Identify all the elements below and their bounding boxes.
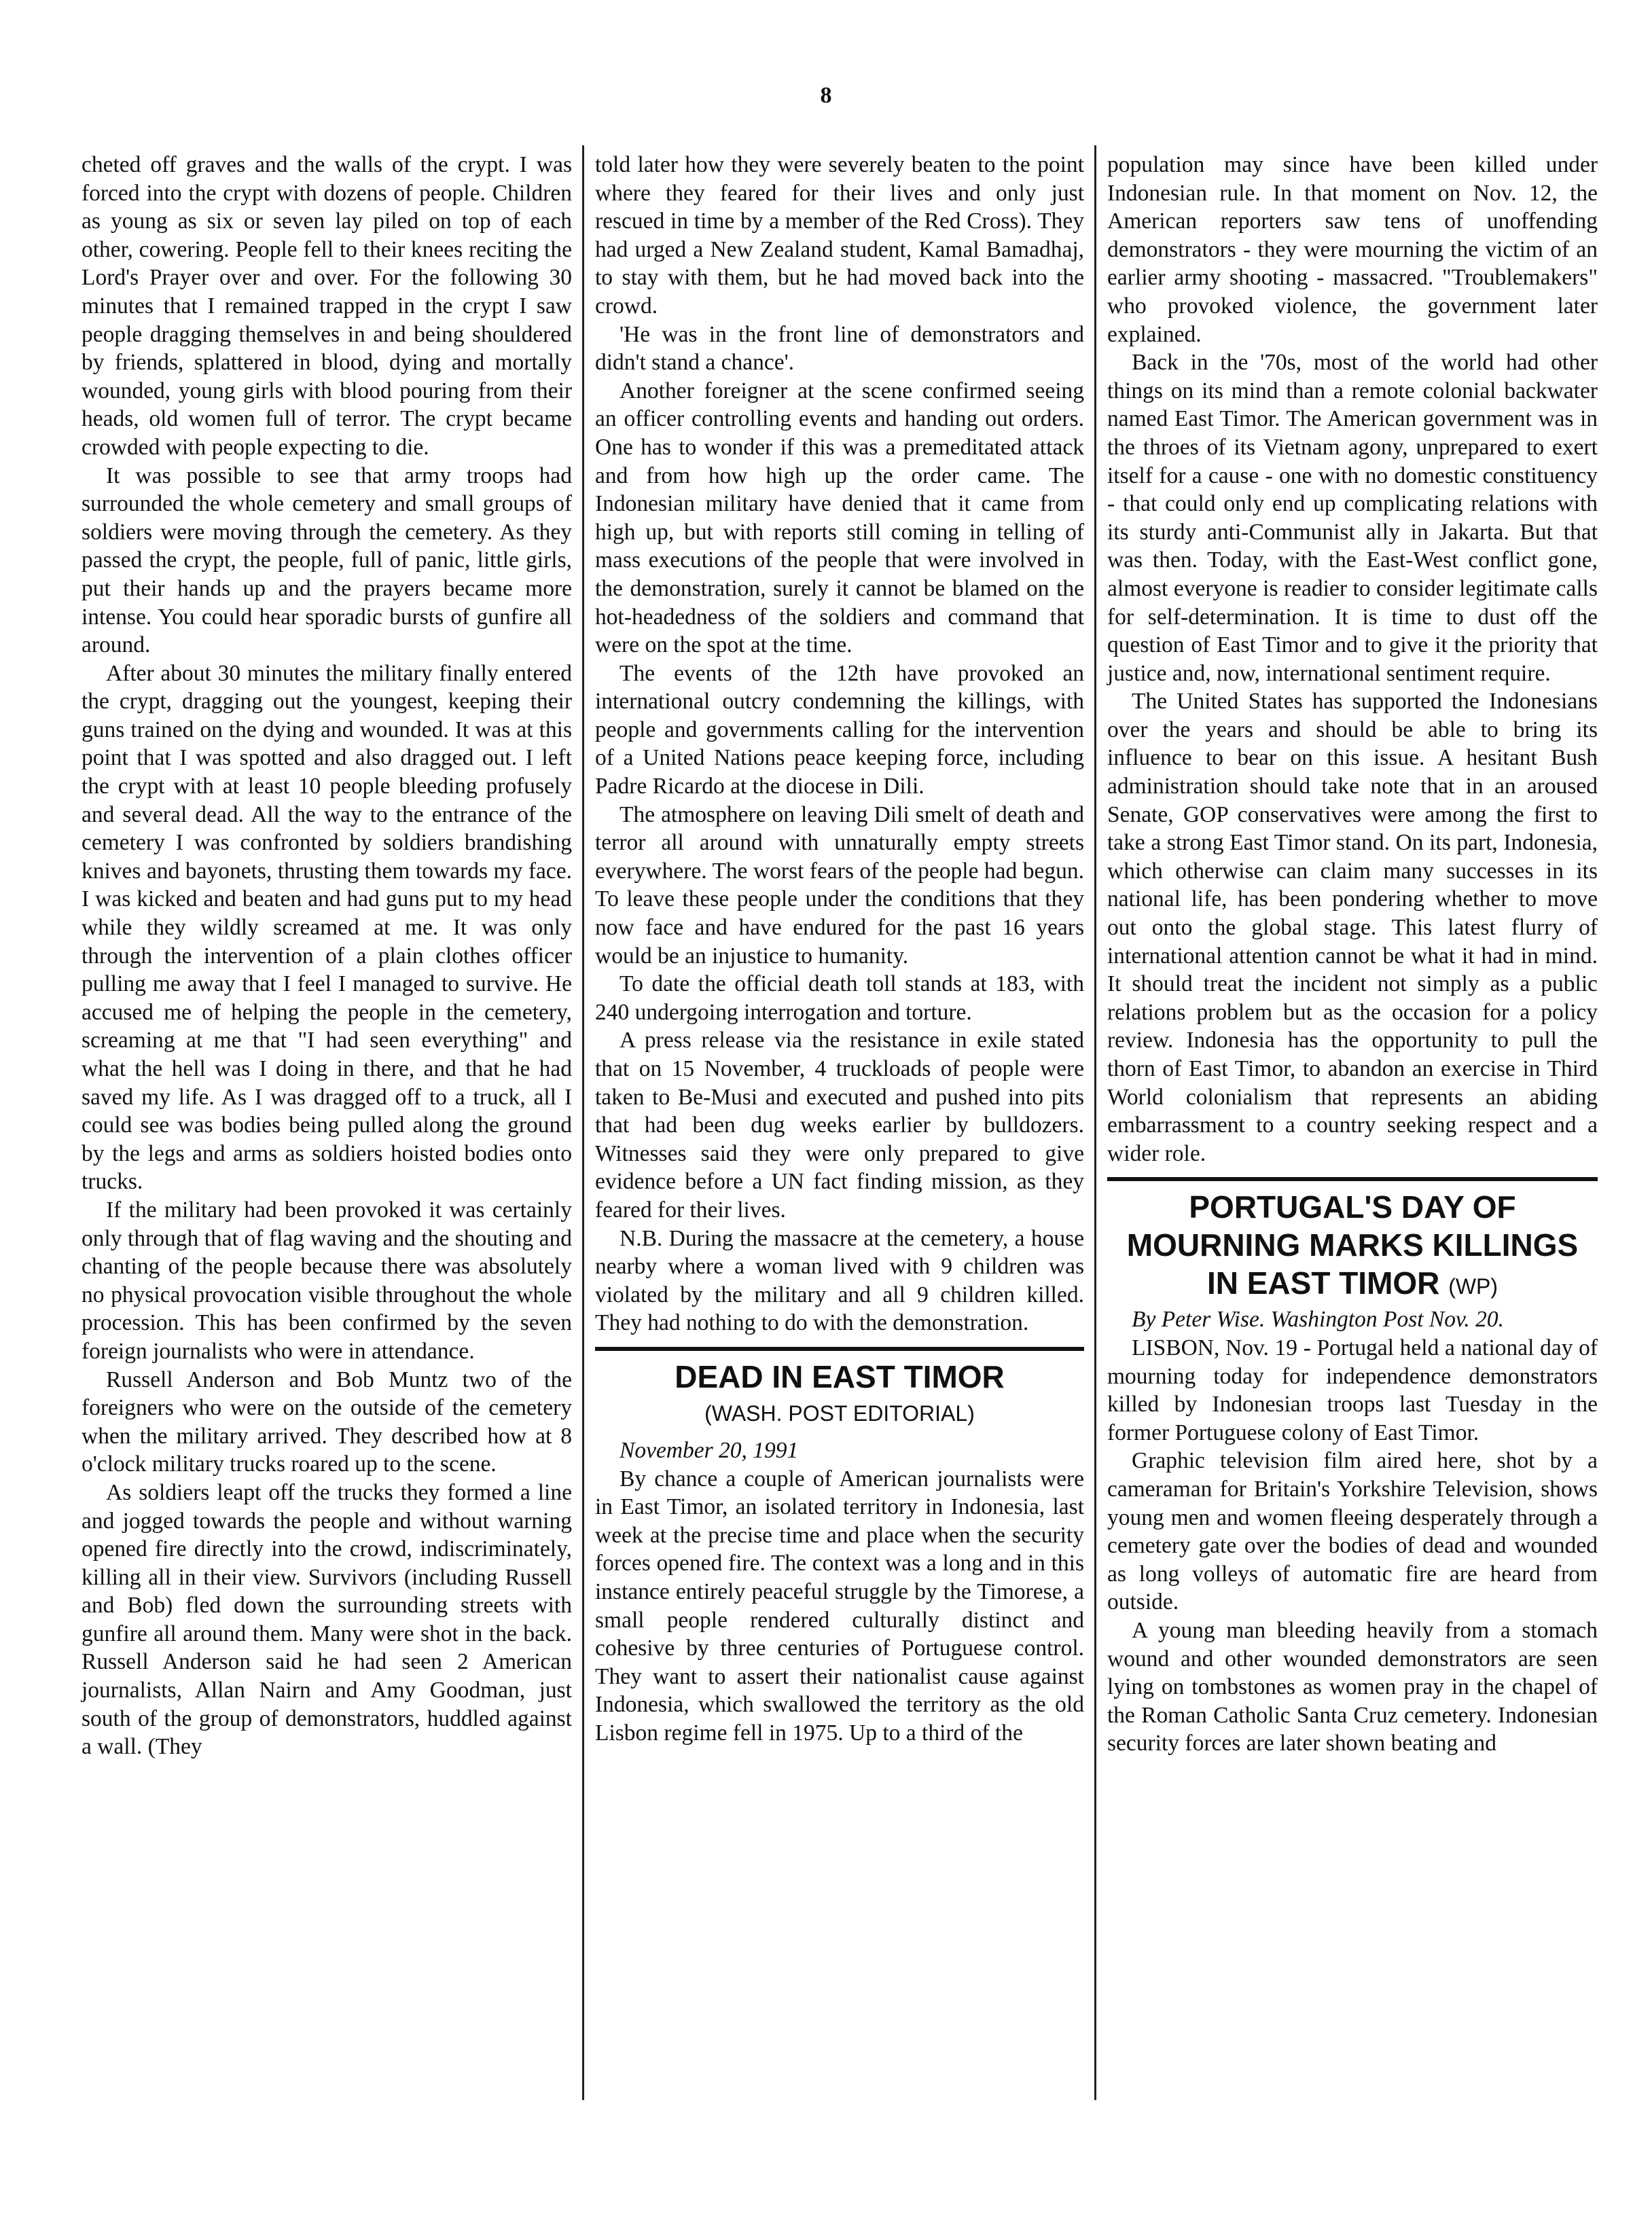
paragraph: population may since have been killed under Indonesian rule. In that moment on Nov. 12, the American reporters saw tens of unoffending demonstrators - they were mourning the victim of an earlier army shooting - massacred. "Troublemakers" who provoked violence, the government later explained.	[1107, 152, 1598, 347]
article-headline	[1107, 1188, 1598, 1305]
paragraph: N.B. During the massacre at the cemetery, a house nearby where a woman lived with 9 children was violated by the military and all 9 children killed. They had nothing to do with the demonstration.	[595, 1225, 1084, 1336]
section-rule	[1107, 1177, 1598, 1181]
article-source: (WASH. POST EDITORIAL)	[704, 1401, 975, 1426]
article-byline: By Peter Wise. Washington Post Nov. 20.	[1132, 1307, 1505, 1333]
paragraph: Back in the '70s, most of the world had other things on its mind than a remote colonial backwater named East Timor. The American government was in the throes of its Vietnam agony, unprepared to exert itself for a cause - one with no domestic constituency - that could only end up complicating relations with its sturdy anti-Communist ally in Jakarta. But that was then. Today, with the East-West conflict gone, almost everyone is readier to consider legitimate calls for self-determination. It is time to dust off the question of East Timor and to give it the priority that justice and, now, international sentiment require.	[1107, 350, 1598, 686]
paragraph: Russell Anderson and Bob Muntz two of the foreigners who were on the outside of the cemetery when the military arrived. They described how at 8 o'clock military trucks roared up to the scene.	[82, 1367, 572, 1477]
paragraph: It was possible to see that army troops had surrounded the whole cemetery and small groups of soldiers were moving through the cemetery. As they passed the crypt, the people, full of panic, little girls, put their hands up and the prayers became more intense. You could hear sporadic bursts of gunfire all around.	[82, 463, 572, 658]
paragraph: As soldiers leapt off the trucks they formed a line and jogged towards the people and without warning opened fire directly into the crowd, indiscriminately, killing all in their view. Survivors (including Russell and Bob) fled down the surrounding streets with gunfire all around them. Many were shot in the back. Russell Anderson said he had seen 2 American journalists, Allan Nairn and Amy Goodman, just south of the group of demonstrators, huddled against a wall. (They	[82, 1479, 572, 1760]
article-headline: DEAD IN EAST TIMOR	[675, 1358, 1005, 1394]
section-rule	[595, 1347, 1084, 1351]
paragraph: LISBON, Nov. 19 - Portugal held a national day of mourning today for independence demonstrators killed by Indonesian troops last Tuesday in the former Portuguese colony of East Timor.	[1107, 1335, 1598, 1445]
article-headline-tag: (WP)	[1448, 1274, 1498, 1299]
paragraph: Another foreigner at the scene confirmed seeing an officer controlling events and handing out orders. One has to wonder if this was a premeditated attack and from how high up the order came. The Indonesian military have denied that it came from high up, but with reports still coming in telling of mass executions of the people that were involved in the demonstration, surely it cannot be blamed on the hot-headedness of the soldiers and command that were on the spot at the time.	[595, 378, 1084, 658]
column-divider	[582, 145, 584, 2100]
article-dateline: November 20, 1991	[620, 1437, 799, 1463]
column-3	[1107, 151, 1598, 1758]
paragraph: cheted off graves and the walls of the crypt. I was forced into the crypt with dozens of people. Children as young as six or seven lay piled on top of each other, cowering. People fell to their knees reciting the Lord's Prayer over and over. For the following 30 minutes that I remained trapped in the crypt I saw people dragging themselves in and being shouldered by friends, splattered in blood, dying and mortally wounded, young girls with blood pouring from their heads, old women full of terror. The crypt became crowded with people expecting to die.	[82, 152, 572, 460]
paragraph: Graphic television film aired here, shot by a cameraman for Britain's Yorkshire Television, shows young men and women fleeing desperately through a cemetery gate over the bodies of dead and wounded as long volleys of automatic fire are heard from outside.	[1107, 1448, 1598, 1615]
paragraph: After about 30 minutes the military finally entered the crypt, dragging out the youngest, keeping their guns trained on the dying and wounded. It was at this point that I was spotted and also dragged out. I left the crypt with at least 10 people bleeding profusely and several dead. All the way to the entrance of the cemetery I was confronted by soldiers brandishing knives and bayonets, thrusting them towards my face. I was kicked and beaten and had guns put to my head while they wildly screamed at me. It was only through the intervention of a plain clothes officer pulling me away that I feel I managed to survive. He accused me of helping the people in the cemetery, screaming at me that "I had seen everything" and what the hell was I doing in there, and that he had saved my life. As I was dragged off to a truck, all I could see was bodies being pulled along the ground by the legs and arms as soldiers hoisted bodies onto trucks.	[82, 660, 572, 1195]
column-1	[82, 151, 572, 1761]
paragraph: The events of the 12th have provoked an international outcry condemning the killings, with people and governments calling for the intervention of a United Nations peace keeping force, including Padre Ricardo at the diocese in Dili.	[595, 660, 1084, 799]
paragraph: To date the official death toll stands at 183, with 240 undergoing interrogation and torture.	[595, 971, 1084, 1025]
paragraph: The atmosphere on leaving Dili smelt of death and terror all around with unnaturally empty streets everywhere. The worst fears of the people had begun. To leave these people under the conditions that they now face and have endured for the past 16 years would be an injustice to humanity.	[595, 801, 1084, 969]
article-headline-text: PORTUGAL'S DAY OF MOURNING MARKS KILLINGS IN EAST TIMOR	[1126, 1189, 1579, 1301]
paragraph: told later how they were severely beaten to the point where they feared for their lives and only just rescued in time by a member of the Red Cross). They had urged a New Zealand student, Kamal Bamadhaj, to stay with them, but he had moved back into the crowd.	[595, 152, 1084, 319]
page-number: 8	[820, 83, 832, 108]
paragraph: The United States has supported the Indonesians over the years and should be able to bring its influence to bear on this issue. A hesitant Bush administration should take note that in an aroused Senate, GOP conservatives were among the first to take a strong East Timor stand. On its part, Indonesia, which otherwise can claim many successes in its national life, has been pondering whether to move out onto the global stage. This latest flurry of international attention cannot be what it had in mind. It should treat the incident not simply as a public relations problem but as the occasion for a policy review. Indonesia has the opportunity to pull the thorn of East Timor, to abandon an exercise in Third World colonialism that represents an abiding embarrassment to a country seeking respect and a wider role.	[1107, 689, 1598, 1166]
paragraph: 'He was in the front line of demonstrators and didn't stand a chance'.	[595, 321, 1084, 376]
paragraph: If the military had been provoked it was certainly only through that of flag waving and the shouting and chanting of the people because there was absolutely no physical provocation visible throughout the whole procession. This has been confirmed by the seven foreign journalists who were in attendance.	[82, 1197, 572, 1364]
paragraph: By chance a couple of American journalists were in East Timor, an isolated territory in Indonesia, last week at the precise time and place when the security forces opened fire. The context was a long and in this instance entirely peaceful struggle by the Timorese, a small people rendered culturally distinct and cohesive by three centuries of Portuguese control. They want to assert their nationalist cause against Indonesia, which swallowed the territory as the old Lisbon regime fell in 1975. Up to a third of the	[595, 1466, 1084, 1746]
column-divider	[1094, 145, 1096, 2100]
column-2	[595, 151, 1084, 1747]
paragraph: A press release via the resistance in exile stated that on 15 November, 4 truckloads of people were taken to Be-Musi and executed and pushed into pits that had been dug weeks earlier by bulldozers. Witnesses said they were only prepared to give evidence before a UN fact finding mission, as they feared for their lives.	[595, 1028, 1084, 1223]
paragraph: A young man bleeding heavily from a stomach wound and other wounded demonstrators are seen lying on tombstones as women pray in the chapel of the Roman Catholic Santa Cruz cemetery. Indonesian security forces are later shown beating and	[1107, 1617, 1598, 1756]
